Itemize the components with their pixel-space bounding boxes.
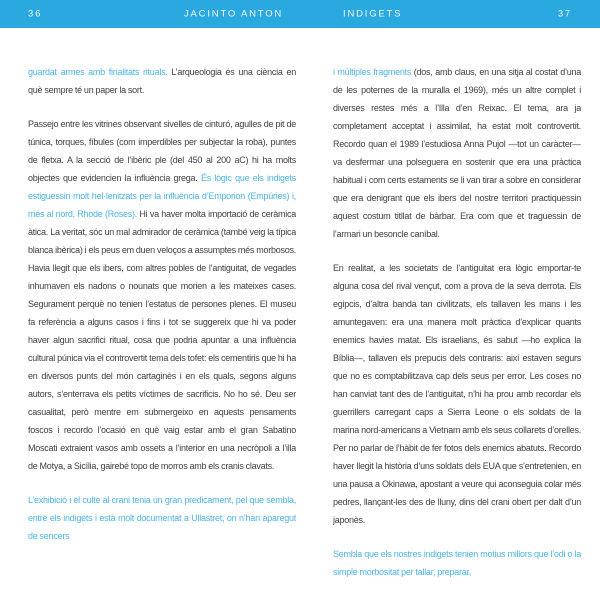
paragraph — [333, 63, 581, 243]
right-page-number: 37 — [557, 8, 572, 20]
text-segment: L’arqueologia és una ciència en què sempre té un paper la sort. — [28, 67, 296, 95]
text-segment: Hi va haver molta importació de ceràmica àtica. La veritat, sóc un mal admirador de ceràmica (també veig la típica blanca ibèrica) i els peus em duen veloços a assumptes més morbosos. Havia llegit que els ibers, com altres pobles de l’antiguitat, de vegades inhumaven els nadons o nounats que morien a les mateixes cases. Segurament perquè no tenien l’estatus de persones plenes. El museu fa referència a alguns casos i fins i tot se suggereix que hi va poder haver algun sacrifici ritual, cosa que podria apuntar a una influència cultural púnica via el controvertit tema dels tofet: els cementiris que hi ha en diversos punts del món cartaginès i en els quals, segons alguns autors, s’enterrava els petits víctimes de sacrificis. No ho sé. Deu ser casualitat, però mentre em submergeixo en aquests pensaments foscos i recordo l’ocasió en què vaig estar amb el gran Sabatino Moscati extraient vasos amb ossets a l’interior en una necròpoli a l’illa de Motya, a Sicília, gairebé topo de morros amb els cranis clavats. — [28, 209, 296, 471]
left-page-number: 36 — [28, 8, 43, 20]
running-head-author: JACINTO ANTON — [184, 8, 284, 20]
paragraph — [28, 491, 296, 545]
text-segment: Passejo entre les vitrines observant sivelles de cinturó, agulles de pit de túnica, torques, fíbules (com imperdibles per subjectar la roba), puntes de fletxa. A la secció de l’ibèric ple (del 450 al 200 aC) hi ha molts objectes que evidencien la influència grega. — [28, 119, 296, 183]
paragraph — [333, 259, 581, 529]
paragraph — [333, 545, 581, 581]
paragraph — [28, 63, 296, 99]
text-segment: (dos, amb claus, en una sitja al costat d’una de les poternes de la muralla el 1969), més un altre complet i diverses restes més a l’Illa d’en Reixac. El tema, ara ja completament acceptat i assimilat, ha estat molt controvertit. Recordo quan el 1989 l’estudiosa Anna Pujol —tot un caràcter— va desfermar una polseguera en sostenir que era una pràctica habitual i com certs estaments se li van tirar a sobre en considerar que era denigrant que els ibers del nostre territori practiquessin aquest costum titllat de bàrbar. Era com que et traguessin de l’armari un besoncle caníbal. — [333, 67, 581, 239]
text-segment-accent: És lògic que els indigets estiguessin molt hel·lenitzats per la influència d’Emporion (Empúries) i, més al nord, Rhode (Roses). — [28, 173, 296, 219]
paragraph — [28, 115, 296, 475]
left-page-text-column — [28, 63, 296, 596]
running-header-bar — [0, 0, 600, 28]
text-segment-accent: guardat armes amb finalitats rituals. — [28, 67, 172, 77]
running-head-book-title: INDIGETS — [343, 8, 403, 20]
text-segment-accent: i múltiples fragments — [333, 67, 414, 77]
right-page-text-column — [333, 63, 581, 596]
text-segment-accent: Sembla que els nostres indigets tenien motius millors que l’odi o la simple morbositat per tallar, preparar, — [333, 549, 581, 577]
text-segment-accent: L’exhibició i el culte al crani tenia un gran predicament, pel que sembla, entre els indigets i està molt documentat a Ullastret, on n’han aparegut de sencers — [28, 495, 296, 541]
text-segment: En realitat, a les societats de l’antiguitat era lògic emportar-te alguna cosa del rival vençut, com a prova de la seva derrota. Els egipcis, d’altra banda tan civilitzats, els tallaven les mans i les amuntegaven: era una manera molt pràctica d’explicar quants enemics havies matat. Els israelians, és sabut —ho explica la Bíblia—, tallaven els prepucis dels contraris: així estaven segurs que no es comptabilitzava cap dels seus per error. Les coses no han canviat tant des de l’antiguitat, n’hi ha prou amb recordar els guerrillers carregant caps a Sierra Leone o els soldats de la marina nord-americans a Vietnam amb els seus collarets d’orelles. Per no parlar de l’hàbit de fer fotos dels enemics abatuts. Recordo haver llegit la història d’uns soldats dels EUA que s’entretenien, en una pausa a Okinawa, apostant a veure qui aconseguia colar més pedres, llançant-les des de lluny, dins del crani obert per dalt d’un japonès. — [333, 263, 581, 525]
